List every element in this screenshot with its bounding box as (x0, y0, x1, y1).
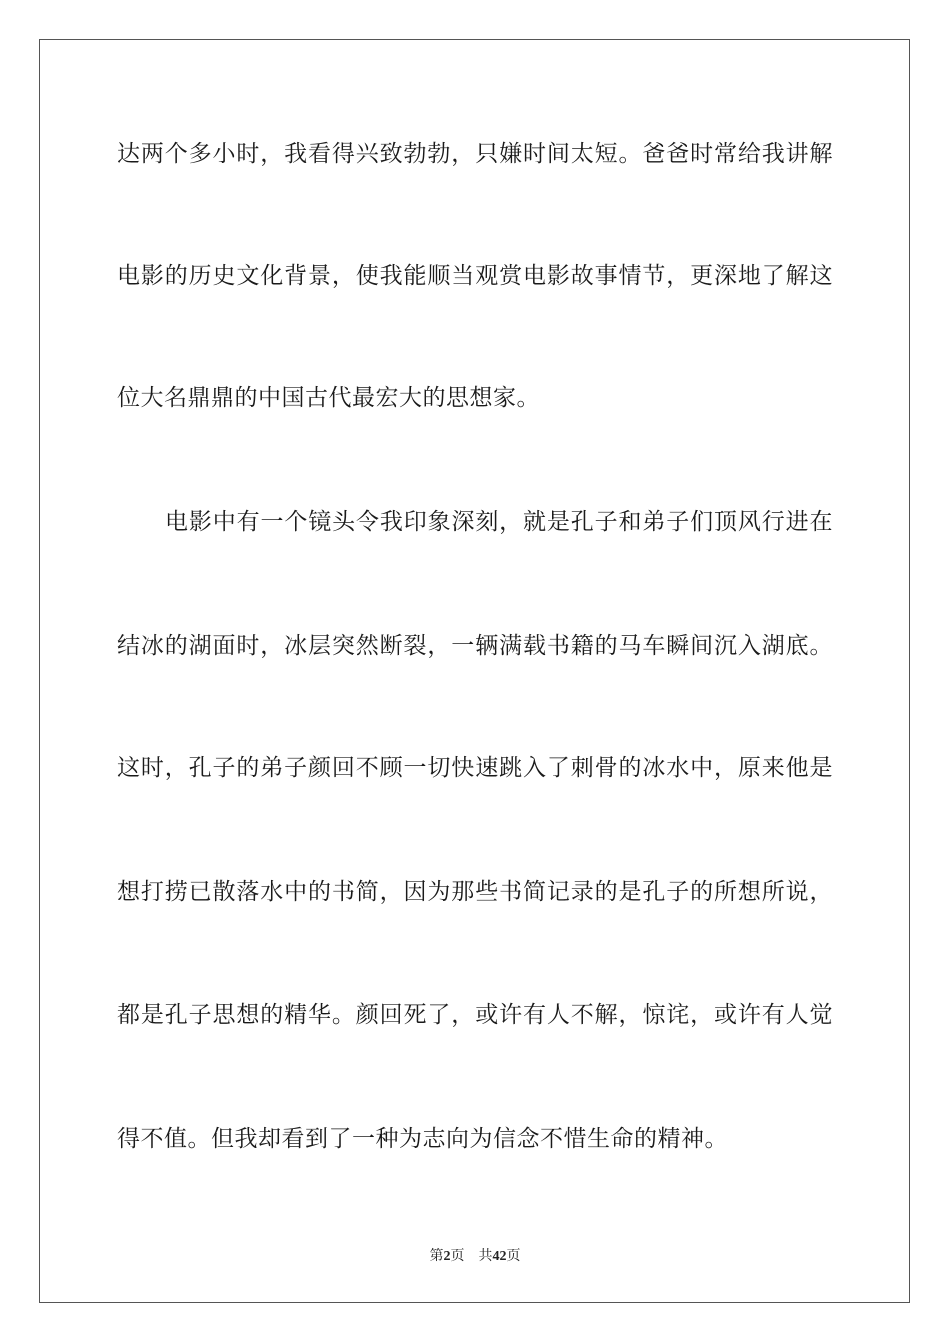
page-prefix: 第 (429, 1249, 444, 1264)
page-suffix: 页 (450, 1249, 465, 1264)
text-line: 电影的历史文化背景，使我能顺当观赏电影故事情节，更深地了解这 (117, 263, 833, 289)
paragraph-first-line: 电影中有一个镜头令我印象深刻，就是孔子和弟子们顶风行进在 (165, 509, 833, 535)
text-line: 得不值。但我却看到了一种为志向为信念不惜生命的精神。 (117, 1126, 728, 1152)
text-line: 想打捞已散落水中的书简，因为那些书简记录的是孔子的所想所说， (117, 879, 833, 905)
page-number: 2 (443, 1249, 451, 1264)
text-line: 结冰的湖面时，冰层突然断裂，一辆满载书籍的马车瞬间沉入湖底。 (117, 633, 833, 659)
text-line: 达两个多小时，我看得兴致勃勃，只嫌时间太短。爸爸时常给我讲解 (117, 141, 833, 167)
total-suffix: 页 (506, 1249, 521, 1264)
total-pages: 42 (492, 1249, 507, 1264)
text-line: 位大名鼎鼎的中国古代最宏大的思想家。 (117, 385, 540, 411)
text-line: 这时，孔子的弟子颜回不顾一切快速跳入了刺骨的冰水中，原来他是 (117, 755, 833, 781)
text-line: 都是孔子思想的精华。颜回死了，或许有人不解，惊诧，或许有人觉 (117, 1002, 833, 1028)
total-prefix: 共 (478, 1249, 493, 1264)
page-footer (0, 1248, 950, 1266)
page-border (39, 39, 910, 1303)
